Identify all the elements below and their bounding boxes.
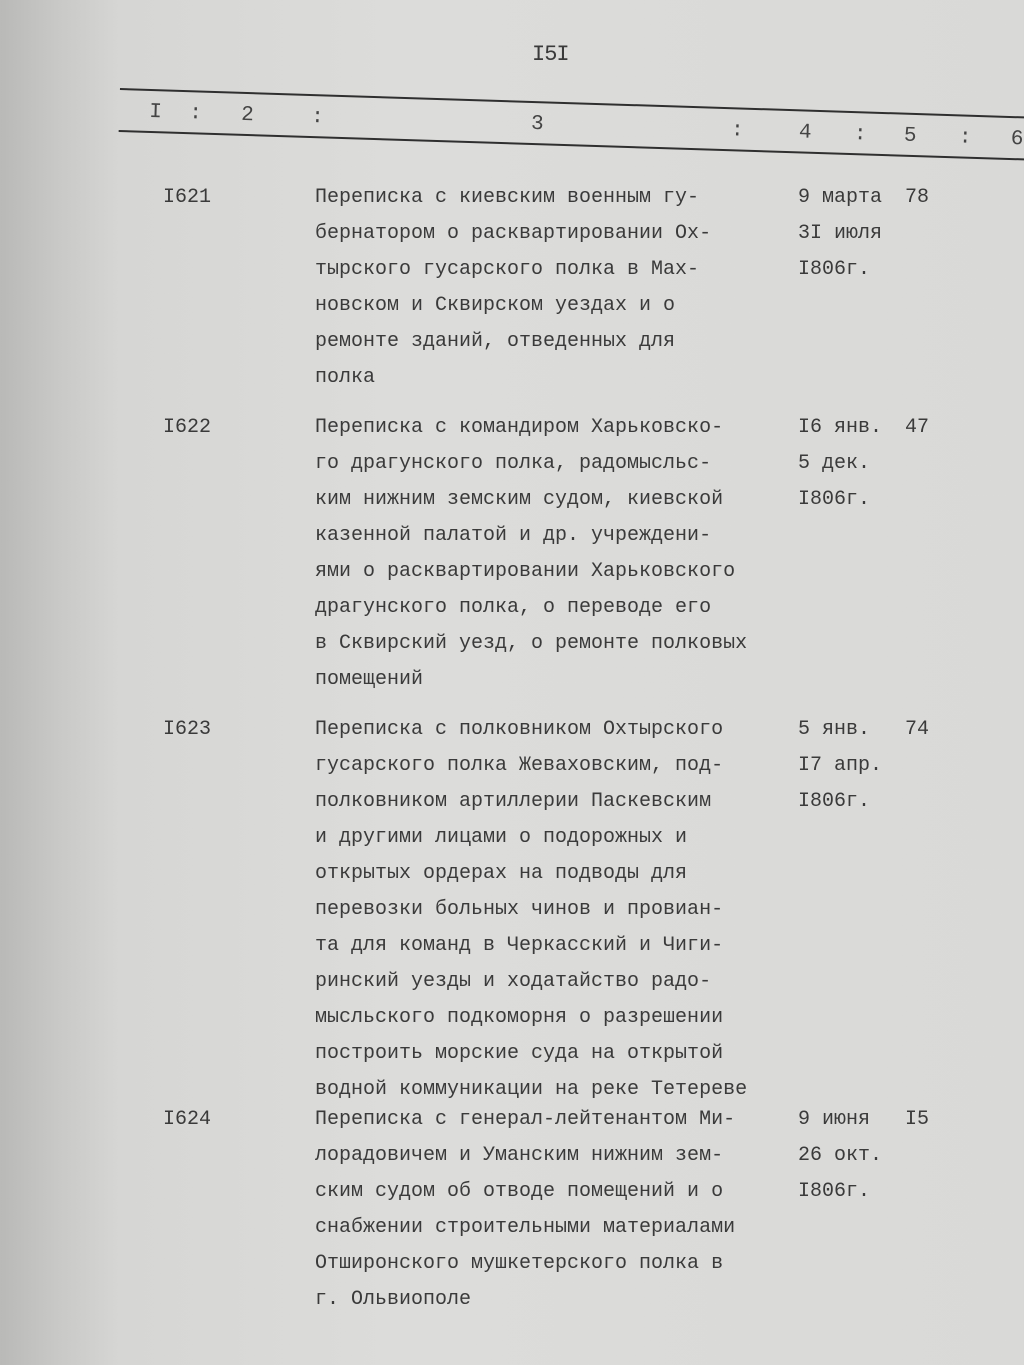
description-line: построить морские суда на открытой	[315, 1042, 724, 1065]
description-line: лорадовичем и Уманским нижним зем-	[315, 1144, 724, 1167]
description-line: драгунского полка, о переводе его	[315, 596, 712, 619]
date-line: I806г.	[798, 1180, 871, 1203]
description-line: ями о расквартировании Харьковского	[315, 560, 736, 583]
entry-description	[315, 410, 747, 698]
column-3-header: 3	[530, 112, 545, 137]
entry-description	[315, 1102, 735, 1318]
entry-description	[315, 180, 711, 396]
description-line: в Сквирский уезд, о ремонте полковых	[315, 632, 748, 655]
page-number: I5I	[532, 42, 569, 67]
date-line: 26 окт.	[798, 1144, 883, 1167]
description-line: перевозки больных чинов и провиан-	[315, 898, 724, 921]
entry-dates	[798, 180, 882, 288]
description-line: ринский уезды и ходатайство радо-	[315, 970, 712, 993]
header-rule-bottom	[119, 130, 1024, 161]
column-6-header: 6	[1010, 128, 1024, 152]
date-line: 5 дек.	[798, 452, 871, 475]
entry-number: I622	[163, 416, 212, 439]
column-2-header: 2	[240, 103, 255, 128]
description-line: ским судом об отводе помещений и о	[315, 1180, 724, 1203]
description-line: Переписка с киевским военным гу-	[315, 186, 700, 209]
description-line: Переписка с генерал-лейтенантом Ми-	[315, 1108, 736, 1131]
description-line: полковником артиллерии Паскевским	[315, 790, 712, 813]
description-line: помещений	[315, 668, 424, 691]
description-line: го драгунского полка, радомысльс-	[315, 452, 712, 475]
date-line: 5 янв.	[798, 718, 871, 741]
description-line: та для команд в Черкасский и Чиги-	[315, 934, 724, 957]
column-5-header: 5	[903, 124, 917, 149]
entry-sheet-count: 74	[905, 718, 930, 741]
date-line: I7 апр.	[798, 754, 883, 777]
description-line: тырского гусарского полка в Мах-	[315, 258, 700, 281]
entry-number: I623	[163, 718, 212, 741]
date-line: 9 июня	[798, 1108, 871, 1131]
entry-number: I621	[163, 186, 212, 209]
description-line: мысльского подкоморня о разрешении	[315, 1006, 724, 1029]
description-line: снабжении строительными материалами	[315, 1216, 736, 1239]
description-line: г. Ольвиополе	[315, 1288, 472, 1311]
column-separator: :	[310, 106, 325, 130]
date-line: 3I июля	[798, 222, 883, 245]
description-line: Переписка с полковником Охтырского	[315, 718, 724, 741]
column-separator: :	[188, 102, 203, 126]
description-line: Отширонского мушкетерского полка в	[315, 1252, 724, 1275]
column-separator: :	[958, 126, 972, 150]
description-line: гусарского полка Жеваховским, под-	[315, 754, 724, 777]
column-separator: :	[730, 119, 744, 143]
entry-sheet-count: 78	[905, 186, 930, 209]
entry-number: I624	[163, 1108, 212, 1131]
description-line: и другими лицами о подорожных и	[315, 826, 688, 849]
column-4-header: 4	[798, 121, 812, 145]
description-line: бернатором о расквартировании Ох-	[315, 222, 712, 245]
entry-sheet-count: 47	[905, 416, 930, 439]
description-line: казенной палатой и др. учреждени-	[315, 524, 712, 547]
entry-dates	[798, 410, 882, 518]
header-rule-top	[120, 88, 1024, 119]
date-line: I806г.	[798, 790, 871, 813]
description-line: ремонте зданий, отведенных для	[315, 330, 676, 353]
date-line: I6 янв.	[798, 416, 883, 439]
entry-sheet-count: I5	[905, 1108, 930, 1131]
date-line: 9 марта	[798, 186, 883, 209]
date-line: I806г.	[798, 488, 871, 511]
column-separator: :	[853, 123, 867, 147]
description-line: полка	[315, 366, 376, 389]
entry-dates	[798, 712, 882, 820]
table-header	[118, 88, 1024, 169]
date-line: I806г.	[798, 258, 871, 281]
entry-description	[315, 712, 747, 1108]
description-line: Переписка с командиром Харьковско-	[315, 416, 724, 439]
description-line: новском и Сквирском уездах и о	[315, 294, 676, 317]
description-line: ким нижним земским судом, киевской	[315, 488, 724, 511]
column-1-header: I	[148, 100, 163, 125]
description-line: открытых ордерах на подводы для	[315, 862, 688, 885]
description-line: водной коммуникации на реке Тетереве	[315, 1078, 748, 1101]
entry-dates	[798, 1102, 882, 1210]
